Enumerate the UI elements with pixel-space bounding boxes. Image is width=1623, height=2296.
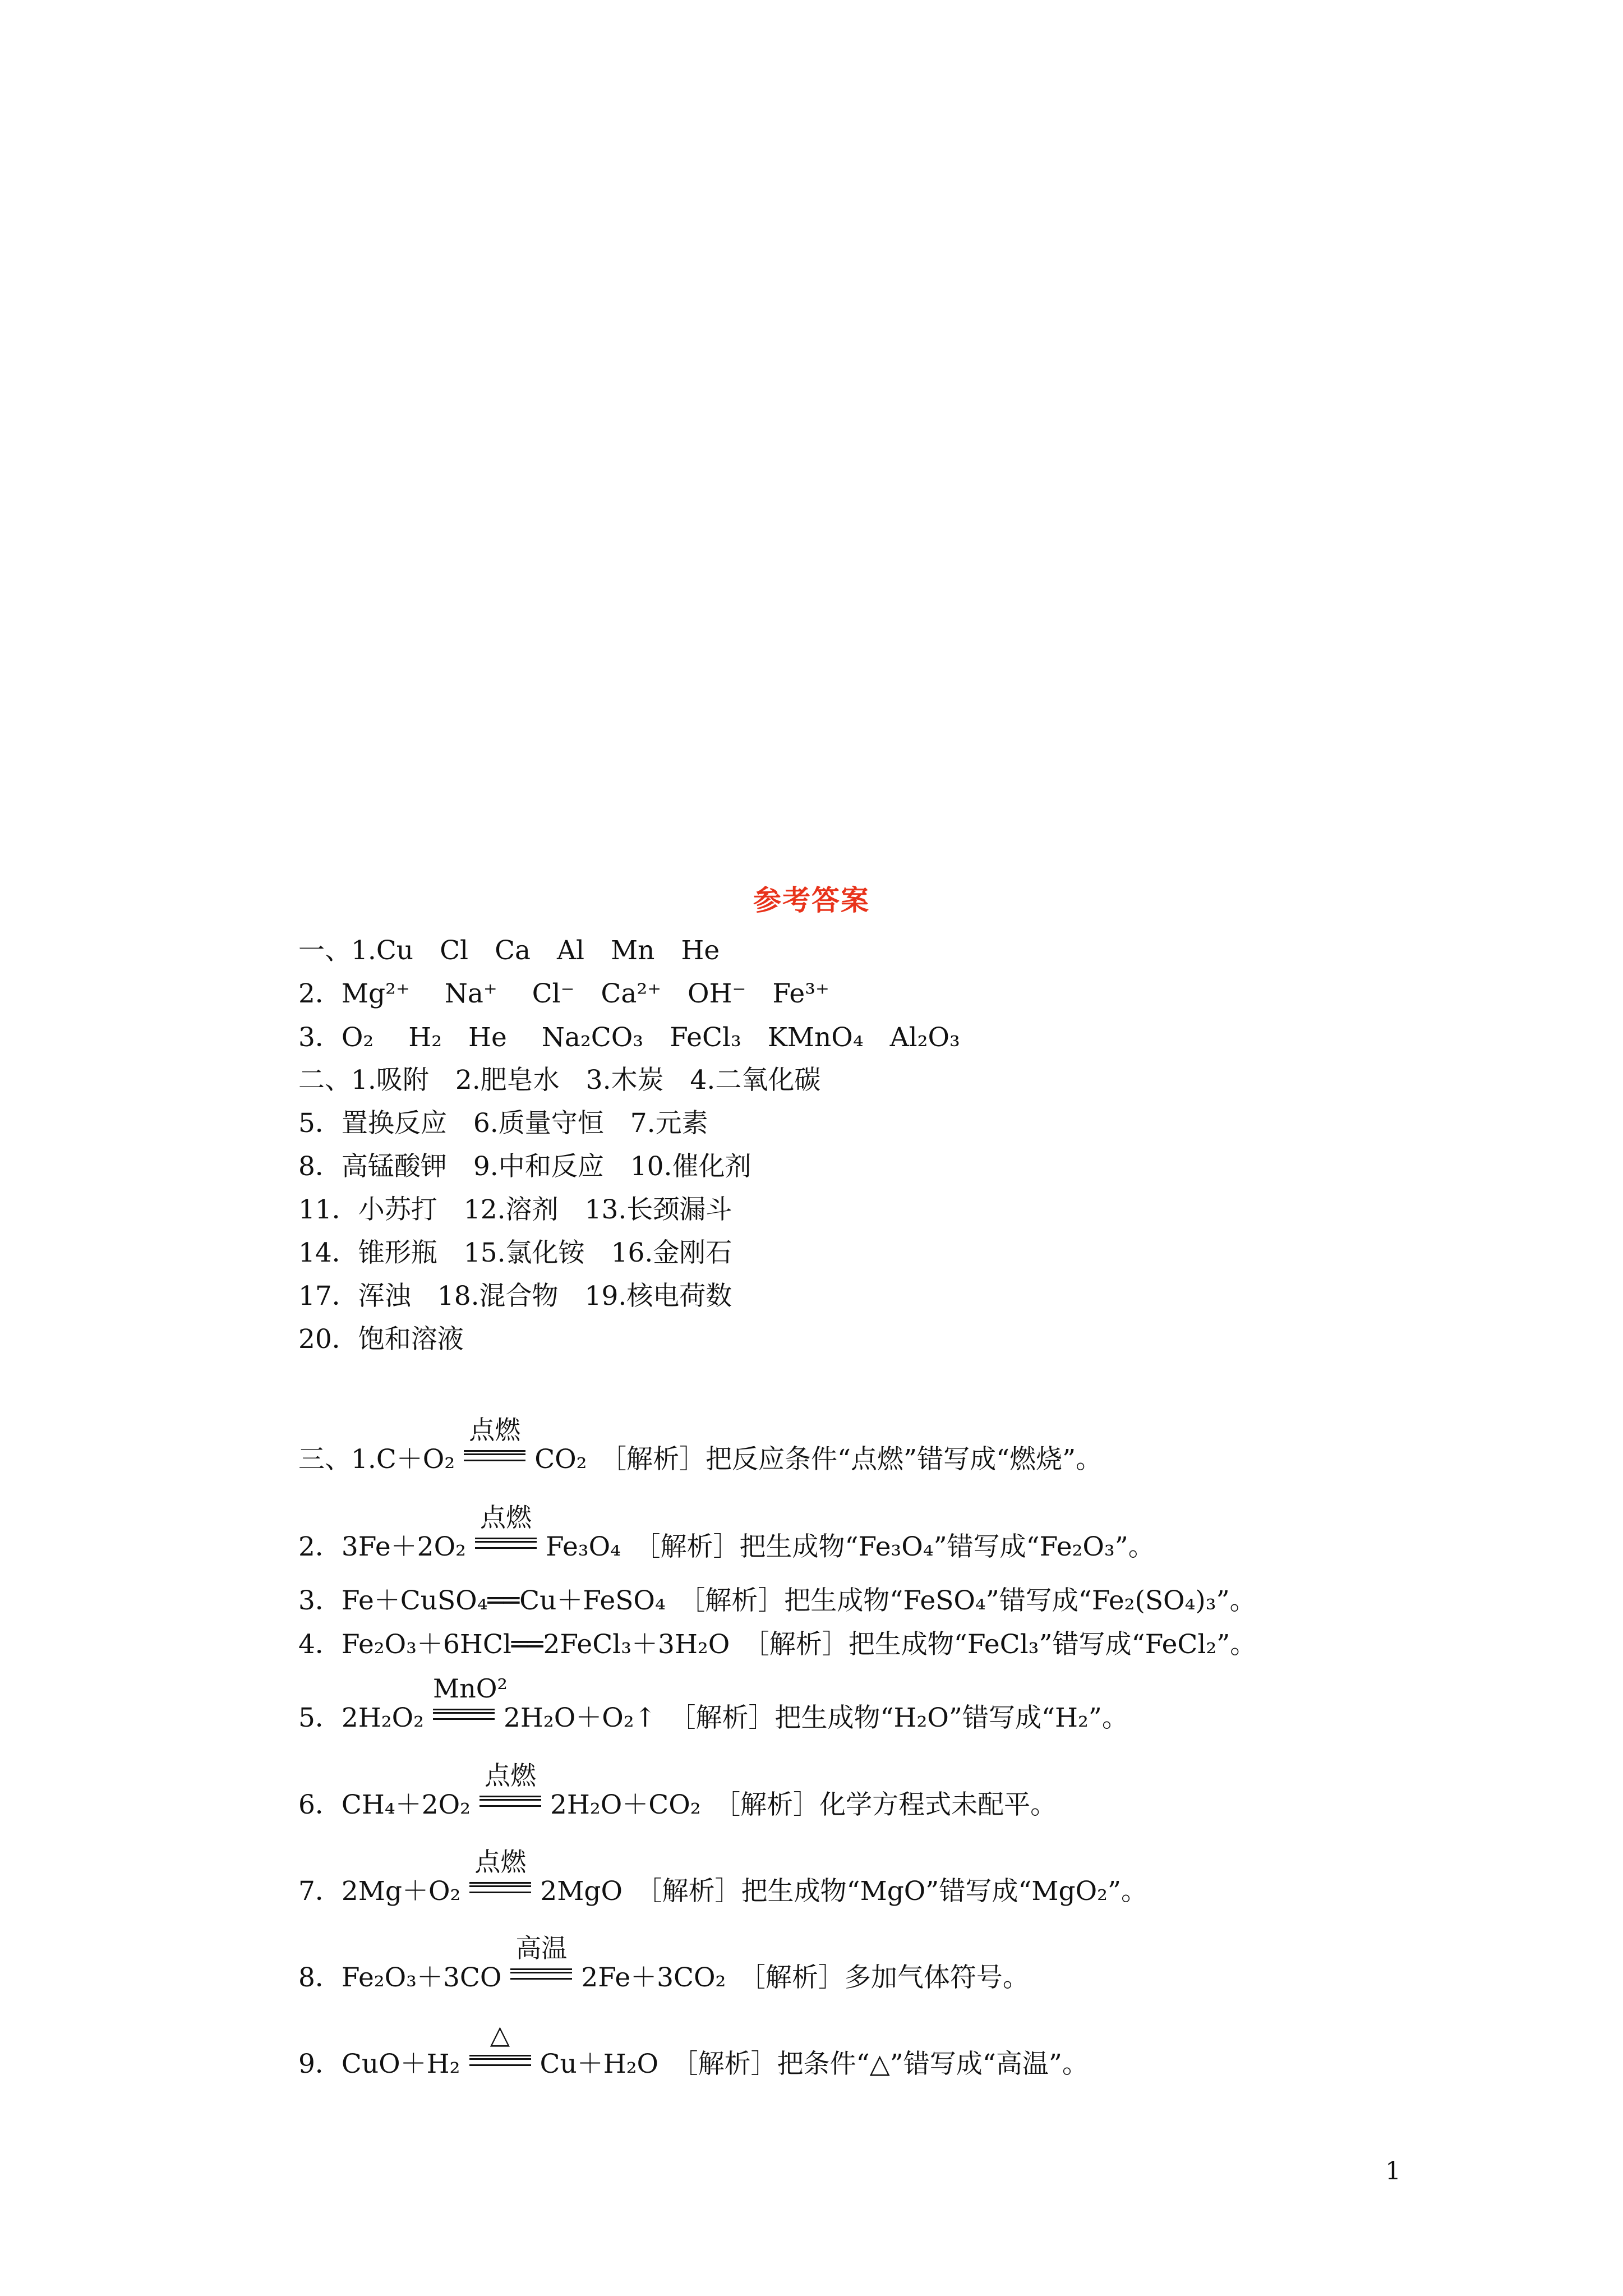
- answer-line-2-6: 17．浑浊 18.混合物 19.核电荷数: [298, 1281, 732, 1312]
- condition-label: 点燃: [479, 1502, 532, 1533]
- equation-right: 2Fe＋3CO₂ ［解析］多加气体符号。: [581, 1962, 1029, 1993]
- equation-right: 2H₂O＋O₂↑ ［解析］把生成物“H₂O”错写成“H₂”。: [504, 1703, 1128, 1733]
- equation-right: CO₂ ［解析］把反应条件“点燃”错写成“燃烧”。: [534, 1444, 1103, 1475]
- reaction-condition: [510, 1933, 572, 1986]
- answer-line-2-4: 11．小苏打 12.溶剂 13.长颈漏斗: [298, 1194, 732, 1225]
- equation-3: 3．Fe＋CuSO₄══Cu＋FeSO₄ ［解析］把生成物“FeSO₄”错写成“Fe₂(SO₄)₃”。: [298, 1585, 1256, 1616]
- condition-label: MnO²: [433, 1673, 508, 1704]
- equation-5: [298, 1673, 1128, 1735]
- equation-right: 2H₂O＋CO₂ ［解析］化学方程式未配平。: [550, 1789, 1057, 1820]
- equation-right: 2MgO ［解析］把生成物“MgO”错写成“MgO₂”。: [540, 1876, 1147, 1907]
- equals-bars: [510, 1968, 572, 1980]
- equation-left: 7．2Mg＋O₂: [298, 1876, 461, 1907]
- answer-line-2-7: 20．饱和溶液: [298, 1324, 464, 1355]
- equation-6: [298, 1760, 1057, 1822]
- page-number: 1: [1385, 2157, 1401, 2185]
- condition-label: 点燃: [469, 1415, 521, 1445]
- answer-line-2-5: 14．锥形瓶 15.氯化铵 16.金刚石: [298, 1237, 732, 1268]
- equation-left: 9．CuO＋H₂: [298, 2049, 460, 2079]
- equation-left: 2．3Fe＋2O₂: [298, 1531, 466, 1562]
- equals-bars: [479, 1796, 541, 1807]
- equation-9: [298, 2019, 1089, 2081]
- equation-1: [298, 1415, 1103, 1476]
- condition-label: 点燃: [474, 1847, 527, 1877]
- equation-4: 4．Fe₂O₃＋6HCl══2FeCl₃＋3H₂O ［解析］把生成物“FeCl₃”错写成“FeCl₂”。: [298, 1629, 1257, 1660]
- condition-label: △: [490, 2019, 510, 2050]
- equals-bars: [433, 1709, 495, 1720]
- equation-left: 5．2H₂O₂: [298, 1703, 425, 1733]
- reaction-condition: [469, 2019, 531, 2073]
- answer-line-1-1: 一、1.Cu Cl Ca Al Mn He: [298, 935, 720, 966]
- equation-right: Fe₃O₄ ［解析］把生成物“Fe₃O₄”错写成“Fe₂O₃”。: [545, 1531, 1155, 1562]
- equation-7: [298, 1847, 1147, 1908]
- answer-line-1-2: 2．Mg²⁺ Na⁺ Cl⁻ Ca²⁺ OH⁻ Fe³⁺: [298, 978, 829, 1009]
- reaction-condition: [433, 1673, 508, 1727]
- equation-left: 6．CH₄＋2O₂: [298, 1789, 471, 1820]
- equation-8: [298, 1933, 1029, 1995]
- reaction-condition: [464, 1415, 525, 1468]
- condition-label: 点燃: [484, 1760, 536, 1791]
- answer-line-2-2: 5．置换反应 6.质量守恒 7.元素: [298, 1108, 708, 1139]
- equation-left: 8．Fe₂O₃＋3CO: [298, 1962, 502, 1993]
- answer-line-2-1: 二、1.吸附 2.肥皂水 3.木炭 4.二氧化碳: [298, 1065, 821, 1096]
- answer-line-2-3: 8．高锰酸钾 9.中和反应 10.催化剂: [298, 1151, 751, 1182]
- reaction-condition: [475, 1502, 537, 1556]
- equation-left: 三、1.C＋O₂: [298, 1444, 455, 1475]
- equals-bars: [469, 1882, 531, 1893]
- equals-bars: [469, 2055, 531, 2066]
- equation-2: [298, 1502, 1155, 1564]
- reaction-condition: [479, 1760, 541, 1814]
- reaction-condition: [469, 1847, 531, 1900]
- answer-line-1-3: 3．O₂ H₂ He Na₂CO₃ FeCl₃ KMnO₄ Al₂O₃: [298, 1022, 960, 1053]
- equals-bars: [464, 1450, 525, 1461]
- equation-right: Cu＋H₂O ［解析］把条件“△”错写成“高温”。: [540, 2049, 1089, 2079]
- equals-bars: [475, 1538, 537, 1549]
- condition-label: 高温: [515, 1933, 568, 1963]
- answer-title: 参考答案: [753, 884, 870, 917]
